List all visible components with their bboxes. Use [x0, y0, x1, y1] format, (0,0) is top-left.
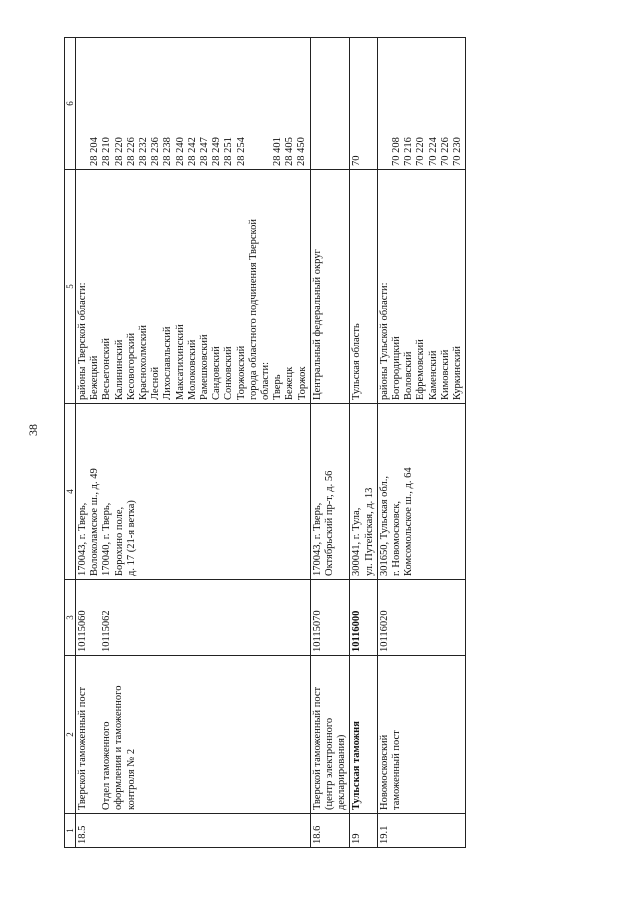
okato-line: 28 240	[174, 137, 186, 166]
header-col-3: 3	[65, 580, 76, 656]
okato-line: 70 208	[391, 137, 403, 166]
region-line: Сандовский	[211, 346, 223, 400]
region-line: Каменский	[427, 350, 439, 400]
okato-line: 28 249	[211, 137, 223, 166]
region-line: Рамешковский	[199, 334, 211, 400]
region-list	[377, 170, 465, 404]
address-line: 300041, г. Тула,	[351, 507, 363, 576]
post-name-line: (центр электронного	[324, 717, 336, 810]
region-line: Ефремовский	[415, 339, 427, 400]
okato-line: 28 405	[284, 137, 296, 166]
header-row	[65, 38, 76, 848]
region-line: Лесной	[150, 366, 162, 400]
region-line: Калининский	[113, 339, 125, 400]
region-line: Воловский	[403, 351, 415, 400]
address-line: ул. Путейская, д. 13	[363, 487, 375, 576]
okato-codes	[310, 38, 350, 170]
post-name-line: Тверской таможенный пост	[311, 686, 323, 810]
post-name	[310, 656, 350, 814]
region-line: Кесовогорский	[125, 332, 137, 400]
okato-line: 70 220	[415, 137, 427, 166]
region-list	[310, 170, 350, 404]
table-row	[377, 38, 465, 848]
header-col-6: 6	[65, 38, 76, 170]
region-line: Краснохолмский	[138, 324, 150, 400]
address-line: 170043, г. Тверь,	[311, 502, 323, 576]
post-name-line: таможенный пост	[391, 730, 403, 810]
okato-line: 70 226	[439, 137, 451, 166]
region-line: Куркинский	[452, 345, 464, 400]
okato-line: 28 401	[271, 137, 283, 166]
address-line: Октябрьский пр-т, д. 56	[324, 470, 336, 576]
row-number: 18.5	[76, 814, 311, 848]
customs-table	[64, 37, 466, 848]
region-line: Торжокский	[235, 345, 247, 400]
region-line: Весьегонский	[101, 338, 113, 400]
post-name-line: Тверской таможенный пост	[77, 686, 88, 810]
post-name-line: Новомосковский	[378, 734, 390, 810]
address-line: д. 17 (21-я ветка)	[125, 500, 137, 576]
okato-line: 28 220	[113, 137, 125, 166]
header-col-2: 2	[65, 656, 76, 814]
post-code: 10115070	[310, 580, 350, 656]
okato-codes: 70	[350, 38, 377, 170]
region-line: Максатихинский	[174, 324, 186, 400]
row-number: 19	[350, 814, 377, 848]
okato-line: 28 251	[223, 137, 235, 166]
okato-line: 28 242	[186, 137, 198, 166]
post-address	[350, 404, 377, 580]
post-name-line: Отдел таможенного	[101, 721, 113, 810]
region-line: Молоковский	[186, 339, 198, 400]
okato-line: 70 224	[427, 137, 439, 166]
okato-line: 28 254	[235, 137, 247, 166]
post-code: 10116020	[377, 580, 465, 656]
okato-line	[77, 41, 89, 166]
row-number: 18.6	[310, 814, 350, 848]
header-col-5: 5	[65, 170, 76, 404]
region-line: Тверь	[272, 374, 284, 400]
address-line: 170040, г. Тверь,	[101, 502, 113, 576]
table-row	[310, 38, 350, 848]
region-line: области:	[260, 361, 272, 400]
page-number: 38	[26, 424, 40, 436]
post-address	[377, 404, 465, 580]
region-line: Центральный федеральный округ	[311, 249, 323, 400]
post-code: 10116000	[350, 580, 377, 656]
region-line: Торжок	[296, 366, 308, 400]
post-name-line: контроля № 2	[125, 748, 137, 810]
region-line: районы Тверской области:	[77, 282, 88, 400]
okato-line: 28 204	[89, 137, 101, 166]
post-name	[377, 656, 465, 814]
region-line: Бежецкий	[89, 355, 101, 400]
address-line: г. Новомосковск,	[391, 500, 403, 576]
region-line: Лихославльский	[162, 326, 174, 400]
header-col-1: 1	[65, 814, 76, 848]
region-line: Богородицкий	[391, 336, 403, 400]
address-line: Комсомольское ш., д. 64	[403, 467, 415, 576]
okato-line: 70 230	[452, 137, 464, 166]
post-name: Тульская таможня	[350, 656, 377, 814]
post-address	[76, 404, 311, 580]
okato-line	[379, 41, 391, 166]
okato-line: 28 226	[125, 137, 137, 166]
okato-line: 28 232	[138, 137, 150, 166]
post-code	[76, 580, 311, 656]
post-name-line: декларирования)	[336, 734, 348, 810]
region-line: Кимовский	[439, 349, 451, 400]
region-list: Тульская область	[350, 170, 377, 404]
post-address	[310, 404, 350, 580]
okato-line: 28 236	[150, 137, 162, 166]
okato-line: 28 210	[101, 137, 113, 166]
region-line: районы Тульской области:	[378, 282, 390, 400]
header-col-4: 4	[65, 404, 76, 580]
post-name	[76, 656, 311, 814]
region-line: Бежецк	[284, 366, 296, 400]
okato-line: 28 247	[199, 137, 211, 166]
post-name-line: оформления и таможенного	[113, 685, 125, 810]
table-row	[350, 38, 377, 848]
address-line: 170043, г. Тверь,	[77, 502, 88, 576]
rotated-page-content	[64, 38, 608, 848]
code-line: 10115060	[77, 610, 88, 652]
row-number: 19.1	[377, 814, 465, 848]
okato-line: 28 238	[162, 137, 174, 166]
address-line: Борохино поле,	[113, 506, 125, 576]
address-line: Волоколамское ш., д. 49	[89, 468, 101, 576]
okato-line: 70 216	[403, 137, 415, 166]
region-list	[76, 170, 311, 404]
table-row	[76, 38, 311, 848]
code-line: 10115062	[101, 610, 113, 652]
okato-codes	[377, 38, 465, 170]
address-line: 301650, Тульская обл.,	[378, 476, 390, 576]
region-line: города областного подчинения Тверской	[247, 219, 259, 400]
region-line: Сонковский	[223, 346, 235, 400]
okato-codes	[76, 38, 311, 170]
okato-line: 28 450	[296, 137, 308, 166]
